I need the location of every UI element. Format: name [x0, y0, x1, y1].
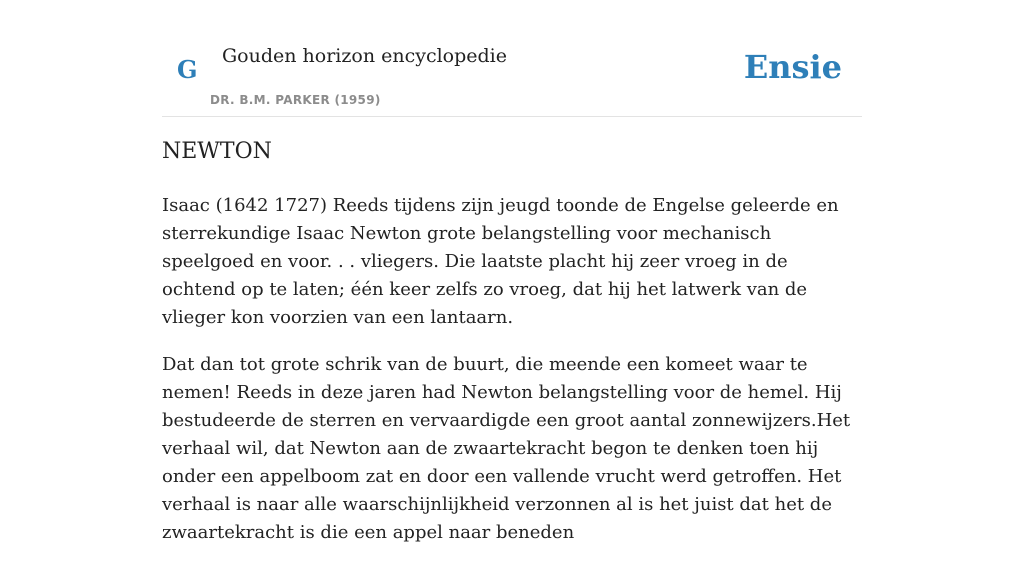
source-title[interactable]: Gouden horizon encyclopedie [222, 45, 507, 67]
source-logo-letter[interactable]: G [177, 55, 198, 84]
article-paragraph: Isaac (1642 1727) Reeds tijdens zijn jeugd toonde de Engelse geleerde en sterrekundige Isaac Newton grote belangstelling voor mechanisch speelgoed en voor. . . vliegers. Die laatste placht hij zeer vroeg in de ochtend op te laten; één keer zelfs zo vroeg, dat hij het latwerk van de vlieger kon voorzien van een lantaarn. [162, 195, 839, 328]
article-title: NEWTON [162, 139, 272, 164]
article-body [162, 192, 862, 566]
source-author: DR. B.M. PARKER (1959) [210, 93, 381, 107]
brand-logo[interactable]: Ensie [743, 48, 842, 86]
article-paragraph: Dat dan tot grote schrik van de buurt, die meende een komeet waar te nemen! Reeds in deze jaren had Newton belangstelling voor de hemel. Hij bestudeerde de sterren en vervaardigde een groot aantal zonnewijzers.Het verhaal wil, dat Newton aan de zwaartekracht begon te denken toen hij onder een appelboom zat en door een vallende vrucht werd getroffen. Het verhaal is naar alle waarschijnlijkheid verzonnen al is het juist dat het de zwaartekracht is die een appel naar beneden [162, 354, 851, 543]
header [162, 0, 862, 117]
